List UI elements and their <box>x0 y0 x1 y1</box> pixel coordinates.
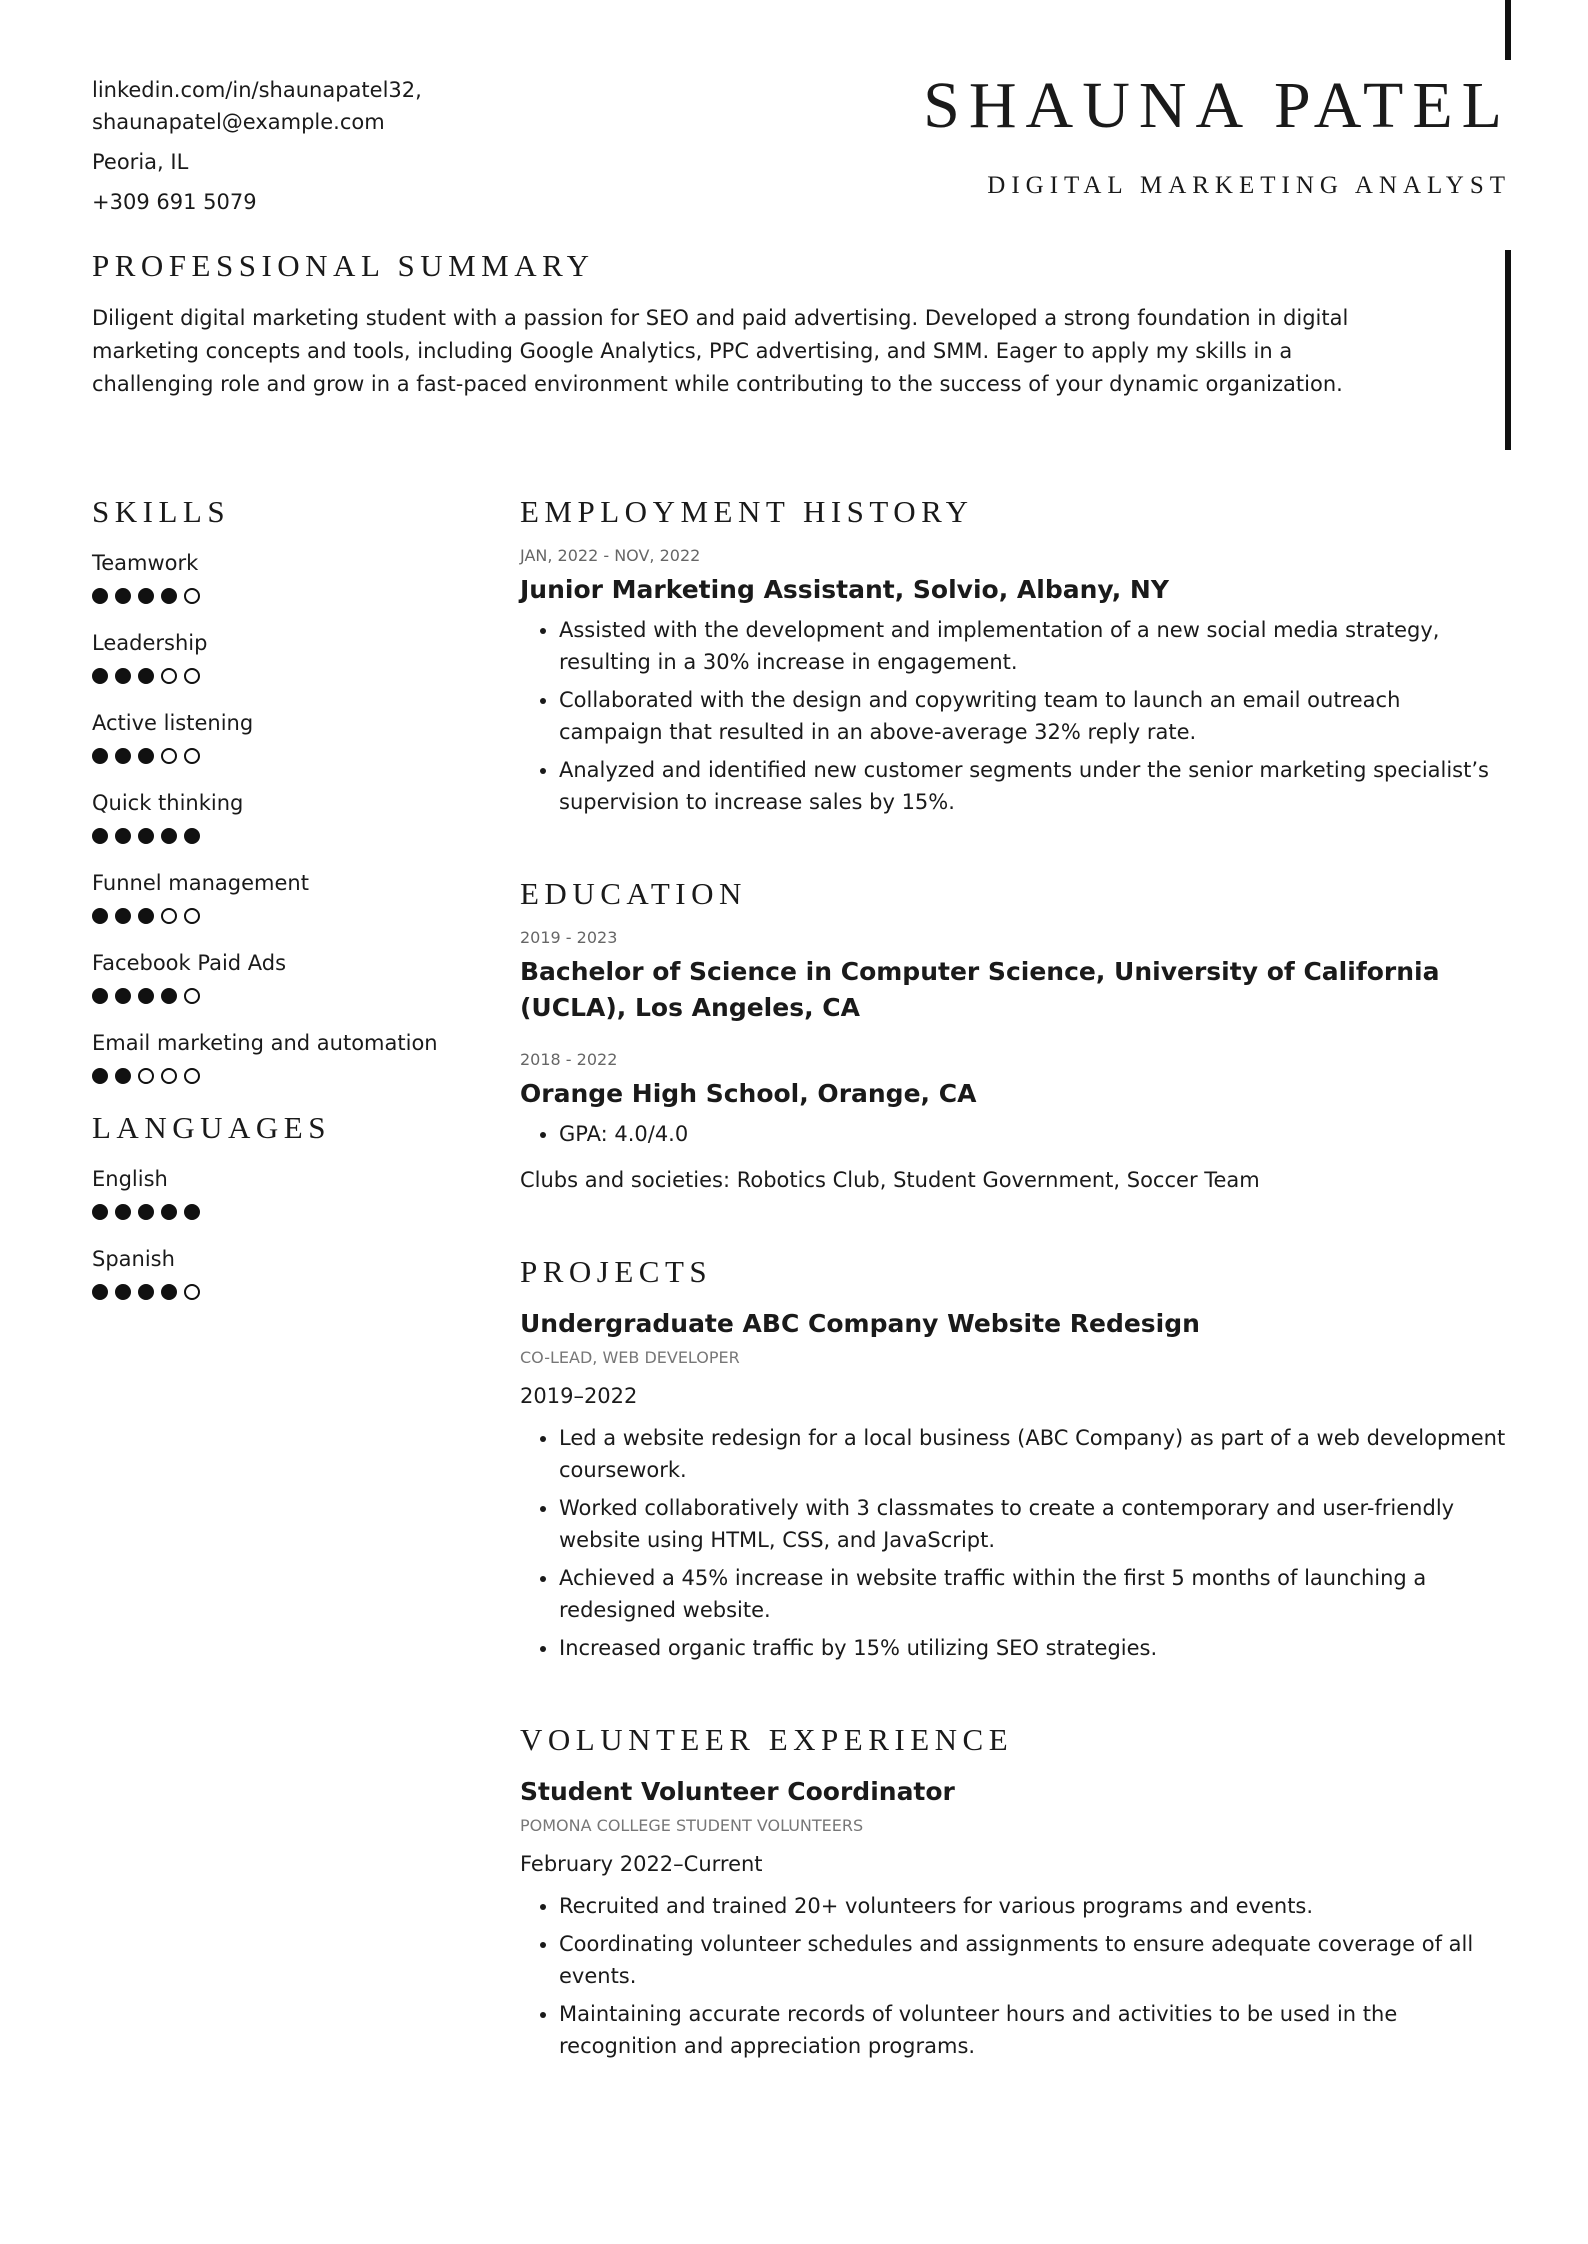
rating-dot-filled <box>115 1068 131 1084</box>
job-dates: JAN, 2022 - NOV, 2022 <box>520 546 701 565</box>
rating-dot-empty <box>184 668 200 684</box>
edu-degree: Bachelor of Science in Computer Science, University of California (UCLA), Los Angeles, CA <box>520 957 1440 1022</box>
edu-bullets <box>520 1118 1510 1150</box>
employment-heading: EMPLOYMENT HISTORY <box>520 494 974 529</box>
skill-label: Teamwork <box>92 551 199 575</box>
bullet-item: • Coordinating volunteer schedules and assignments to ensure adequate coverage of all events. <box>559 1928 1510 1992</box>
rating-dot-empty <box>161 748 177 764</box>
language-rating <box>92 1204 492 1220</box>
edu-note: Clubs and societies: Robotics Club, Student Government, Soccer Team <box>520 1168 1260 1192</box>
skill-item <box>92 950 492 1004</box>
phone-text: +309 691 5079 <box>92 190 257 214</box>
bullet-item: • Worked collaboratively with 3 classmates to create a contemporary and user-friendly website using HTML, CSS, and JavaScript. <box>559 1492 1510 1556</box>
rating-dot-filled <box>161 988 177 1004</box>
skill-rating <box>92 748 492 764</box>
job-title: DIGITAL MARKETING ANALYST <box>987 172 1511 199</box>
languages-heading: LANGUAGES <box>92 1110 331 1145</box>
rating-dot-filled <box>138 668 154 684</box>
languages-list <box>92 1166 492 1300</box>
language-item <box>92 1166 492 1220</box>
rating-dot-filled <box>138 1204 154 1220</box>
summary-heading: PROFESSIONAL SUMMARY <box>92 248 595 283</box>
rating-dot-empty <box>161 668 177 684</box>
skill-rating <box>92 588 492 604</box>
rating-dot-filled <box>115 1284 131 1300</box>
contact-info <box>92 74 422 218</box>
bullet-item: • Increased organic traffic by 15% utilizing SEO strategies. <box>559 1632 1510 1664</box>
employment-section <box>520 494 1510 818</box>
linkedin-link[interactable]: linkedin.com/in/shaunapatel32, <box>92 78 422 102</box>
rating-dot-filled <box>115 828 131 844</box>
rating-dot-filled <box>184 828 200 844</box>
rating-dot-filled <box>115 988 131 1004</box>
summary-text: Diligent digital marketing student with a passion for SEO and paid advertising. Developed a strong foundation in digital marketing concepts and tools, including Google Analytics, PPC advertising, and SMM. Eager to apply my skills in a challenging role and grow in a fast-paced environment while contributing to the success of your dynamic organization. <box>92 306 1349 396</box>
skill-rating <box>92 828 492 844</box>
skill-label: Facebook Paid Ads <box>92 951 287 975</box>
skill-label: Leadership <box>92 631 208 655</box>
rating-dot-filled <box>138 588 154 604</box>
job-bullets <box>520 614 1510 818</box>
edu-dates: 2018 - 2022 <box>520 1050 618 1069</box>
volunteer-heading: VOLUNTEER EXPERIENCE <box>520 1722 1014 1757</box>
right-column <box>520 494 1510 2120</box>
rating-dot-filled <box>92 1204 108 1220</box>
location-text: Peoria, IL <box>92 150 189 174</box>
rating-dot-filled <box>92 908 108 924</box>
skill-label: Active listening <box>92 711 254 735</box>
candidate-name: SHAUNA PATEL <box>923 69 1511 142</box>
rating-dot-filled <box>138 1284 154 1300</box>
rating-dot-filled <box>92 1068 108 1084</box>
skill-rating <box>92 988 492 1004</box>
rating-dot-filled <box>138 908 154 924</box>
bullet-item: • Collaborated with the design and copywriting team to launch an email outreach campaign that resulted in an above-average 32% reply rate. <box>559 684 1510 748</box>
rating-dot-filled <box>138 988 154 1004</box>
project-period: 2019–2022 <box>520 1384 638 1408</box>
rating-dot-filled <box>138 828 154 844</box>
edu-dates: 2019 - 2023 <box>520 928 618 947</box>
rating-dot-filled <box>138 748 154 764</box>
decorative-bar-side <box>1505 250 1511 450</box>
skill-item <box>92 710 492 764</box>
rating-dot-empty <box>161 1068 177 1084</box>
email-link[interactable]: shaunapatel@example.com <box>92 110 385 134</box>
language-label: English <box>92 1167 168 1191</box>
skill-item <box>92 790 492 844</box>
skill-item <box>92 630 492 684</box>
education-section <box>520 876 1510 1196</box>
rating-dot-filled <box>92 668 108 684</box>
rating-dot-filled <box>184 1204 200 1220</box>
rating-dot-empty <box>184 1284 200 1300</box>
education-heading: EDUCATION <box>520 876 747 911</box>
rating-dot-filled <box>92 828 108 844</box>
volunteer-section <box>520 1722 1510 2062</box>
rating-dot-filled <box>115 908 131 924</box>
skill-rating <box>92 908 492 924</box>
bullet-item: • GPA: 4.0/4.0 <box>559 1118 1510 1150</box>
skill-label: Funnel management <box>92 871 309 895</box>
skills-list <box>92 550 492 1084</box>
volunteer-org: POMONA COLLEGE STUDENT VOLUNTEERS <box>520 1816 864 1835</box>
rating-dot-empty <box>161 908 177 924</box>
skill-item <box>92 1030 492 1084</box>
bullet-item: • Maintaining accurate records of volunteer hours and activities to be used in the recognition and appreciation programs. <box>559 1998 1510 2062</box>
skills-heading: SKILLS <box>92 494 231 529</box>
rating-dot-filled <box>92 588 108 604</box>
bullet-item: • Assisted with the development and implementation of a new social media strategy, resulting in a 30% increase in engagement. <box>559 614 1510 678</box>
skill-item <box>92 870 492 924</box>
rating-dot-empty <box>184 908 200 924</box>
rating-dot-empty <box>184 748 200 764</box>
rating-dot-filled <box>115 748 131 764</box>
skill-label: Email marketing and automation <box>92 1031 438 1055</box>
projects-section <box>520 1254 1510 1664</box>
rating-dot-filled <box>115 588 131 604</box>
rating-dot-filled <box>92 1284 108 1300</box>
bullet-item: • Led a website redesign for a local business (ABC Company) as part of a web development coursework. <box>559 1422 1510 1486</box>
left-column <box>92 494 492 1326</box>
rating-dot-empty <box>184 588 200 604</box>
skill-rating <box>92 668 492 684</box>
skill-rating <box>92 1068 492 1084</box>
project-role: CO-LEAD, WEB DEVELOPER <box>520 1348 740 1367</box>
bullet-item: • Analyzed and identified new customer segments under the senior marketing specialist’s supervision to increase sales by 15%. <box>559 754 1510 818</box>
volunteer-title: Student Volunteer Coordinator <box>520 1777 955 1806</box>
rating-dot-filled <box>115 668 131 684</box>
volunteer-period: February 2022–Current <box>520 1852 763 1876</box>
rating-dot-filled <box>161 1284 177 1300</box>
skill-item <box>92 550 492 604</box>
projects-heading: PROJECTS <box>520 1254 713 1289</box>
rating-dot-filled <box>92 988 108 1004</box>
rating-dot-filled <box>161 828 177 844</box>
rating-dot-empty <box>184 988 200 1004</box>
volunteer-bullets <box>520 1890 1510 2062</box>
edu-school: Orange High School, Orange, CA <box>520 1079 977 1108</box>
rating-dot-filled <box>92 748 108 764</box>
bullet-item: • Recruited and trained 20+ volunteers for various programs and events. <box>559 1890 1510 1922</box>
language-item <box>92 1246 492 1300</box>
rating-dot-empty <box>138 1068 154 1084</box>
project-bullets <box>520 1422 1510 1664</box>
decorative-bar-top <box>1505 0 1511 60</box>
job-title-line: Junior Marketing Assistant, Solvio, Albany, NY <box>520 575 1169 604</box>
language-label: Spanish <box>92 1247 175 1271</box>
rating-dot-empty <box>184 1068 200 1084</box>
rating-dot-filled <box>115 1204 131 1220</box>
language-rating <box>92 1284 492 1300</box>
rating-dot-filled <box>161 588 177 604</box>
skill-label: Quick thinking <box>92 791 244 815</box>
rating-dot-filled <box>161 1204 177 1220</box>
bullet-item: • Achieved a 45% increase in website traffic within the first 5 months of launching a redesigned website. <box>559 1562 1510 1626</box>
project-title: Undergraduate ABC Company Website Redesign <box>520 1309 1200 1338</box>
